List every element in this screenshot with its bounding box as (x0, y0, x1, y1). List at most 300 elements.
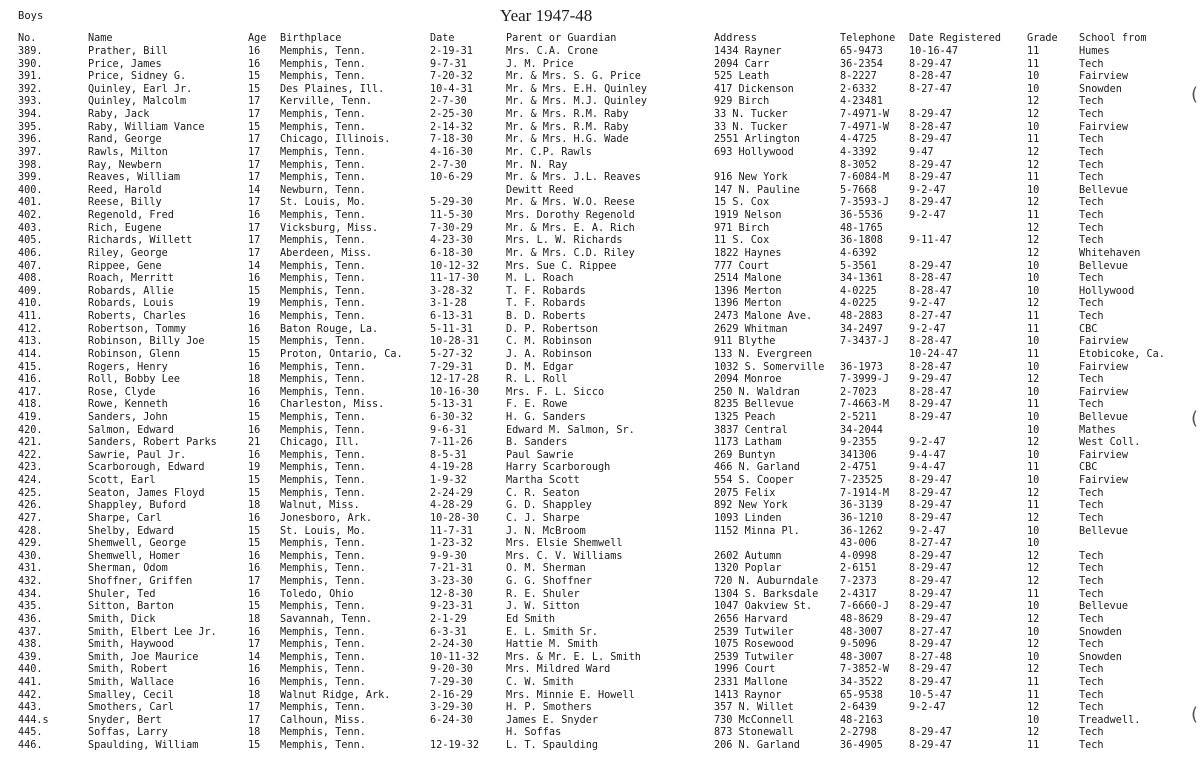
row-number: 431. (18, 563, 43, 575)
grade: 11 (1027, 311, 1040, 323)
birthplace: Memphis, Tenn. (280, 639, 366, 651)
row-number: 425. (18, 487, 43, 499)
school-from: Tech (1079, 311, 1104, 323)
student-name: Rippee, Gene (88, 260, 162, 272)
birthplace: Memphis, Tenn. (280, 172, 366, 184)
row-number: 432. (18, 576, 43, 588)
table-row (0, 664, 1200, 677)
telephone: 8-2227 (840, 71, 877, 83)
table-row (0, 248, 1200, 261)
row-number: 446. (18, 740, 43, 752)
birthplace: Memphis, Tenn. (280, 449, 366, 461)
birthplace: Memphis, Tenn. (280, 336, 366, 348)
telephone: 7-3852-W (840, 664, 890, 676)
grade: 10 (1027, 336, 1040, 348)
age: 16 (248, 626, 261, 638)
birth-date: 6-13-31 (430, 311, 473, 323)
grade: 10 (1027, 651, 1040, 663)
school-from: Snowden (1079, 626, 1122, 638)
date-registered: 8-29-47 (909, 740, 952, 752)
grade: 12 (1027, 247, 1040, 259)
grade: 10 (1027, 361, 1040, 373)
age: 14 (248, 651, 261, 663)
row-number: 436. (18, 613, 43, 625)
birthplace: Memphis, Tenn. (280, 109, 366, 121)
header-grade: Grade (1027, 33, 1058, 44)
age: 17 (248, 197, 261, 209)
age: 17 (248, 235, 261, 247)
table-row (0, 324, 1200, 337)
student-name: Rogers, Henry (88, 361, 168, 373)
birth-date: 9-23-31 (430, 601, 473, 613)
grade: 10 (1027, 260, 1040, 272)
age: 16 (248, 664, 261, 676)
parent-guardian: Mrs. C.A. Crone (506, 46, 599, 57)
date-registered: 8-28-47 (909, 71, 952, 83)
telephone: 2-7023 (840, 386, 877, 398)
address: 11 S. Cox (714, 235, 770, 247)
birth-date: 6-3-31 (430, 626, 467, 638)
student-name: Shemwell, George (88, 538, 187, 550)
birthplace: Memphis, Tenn. (280, 260, 366, 272)
birthplace: St. Louis, Mo. (280, 525, 366, 537)
birthplace: Memphis, Tenn. (280, 386, 366, 398)
address: 554 S. Cooper (714, 475, 794, 487)
address: 892 New York (714, 500, 788, 512)
school-from: CBC (1079, 323, 1098, 335)
school-from: Tech (1079, 109, 1104, 121)
student-name: Smothers, Carl (88, 702, 174, 714)
age: 16 (248, 563, 261, 575)
table-row (0, 437, 1200, 450)
address: 1320 Poplar (714, 563, 782, 575)
school-from: Tech (1079, 576, 1104, 588)
student-name: Quinley, Earl Jr. (88, 83, 193, 95)
parent-guardian: J. W. Sitton (506, 601, 580, 613)
school-from: Tech (1079, 500, 1104, 512)
address: 777 Court (714, 260, 770, 272)
date-registered: 8-27-47 (909, 311, 952, 323)
school-from: Whitehaven (1079, 247, 1141, 259)
grade: 10 (1027, 714, 1040, 726)
row-number: 442. (18, 689, 43, 701)
school-from: Tech (1079, 298, 1104, 310)
age: 15 (248, 71, 261, 83)
student-name: Prather, Bill (88, 46, 168, 57)
grade: 12 (1027, 146, 1040, 158)
row-number: 441. (18, 677, 43, 688)
telephone: 36-1262 (840, 525, 883, 537)
grade: 12 (1027, 96, 1040, 108)
age: 16 (248, 386, 261, 398)
parent-guardian: Mr. & Mrs. M.J. Quinley (506, 96, 648, 108)
grade: 10 (1027, 626, 1040, 638)
age: 16 (248, 449, 261, 461)
parent-guardian: Mr. & Mrs. H.G. Wade (506, 134, 629, 146)
grade: 10 (1027, 184, 1040, 196)
age: 16 (248, 512, 261, 524)
grade: 12 (1027, 576, 1040, 588)
parent-guardian: Mrs. Sue C. Rippee (506, 260, 617, 272)
row-number: 428. (18, 525, 43, 537)
parent-guardian: D. P. Robertson (506, 323, 599, 335)
date-registered: 9-2-47 (909, 184, 946, 196)
parent-guardian: B. D. Roberts (506, 311, 586, 323)
date-registered: 8-27-48 (909, 651, 952, 663)
birthplace: St. Louis, Mo. (280, 197, 366, 209)
address: 133 N. Evergreen (714, 348, 813, 360)
header-age: Age (248, 33, 267, 44)
grade: 10 (1027, 538, 1040, 550)
address: 525 Leath (714, 71, 770, 83)
age: 15 (248, 487, 261, 499)
age: 15 (248, 740, 261, 752)
date-registered: 8-29-47 (909, 601, 952, 613)
birthplace: Memphis, Tenn. (280, 58, 366, 70)
school-from: Tech (1079, 96, 1104, 108)
telephone: 48-1765 (840, 222, 883, 234)
student-name: Smith, Robert (88, 664, 168, 676)
parent-guardian: Ed Smith (506, 613, 556, 625)
birth-date: 5-13-31 (430, 399, 473, 411)
binding-hole-mark: ( (1190, 84, 1198, 105)
parent-guardian: Dewitt Reed (506, 184, 574, 196)
school-from: Fairview (1079, 449, 1129, 461)
telephone: 34-2044 (840, 424, 883, 436)
address: 2514 Malone (714, 273, 782, 285)
row-number: 419. (18, 411, 43, 423)
address: 1919 Nelson (714, 210, 782, 222)
age: 15 (248, 538, 261, 550)
table-row (0, 210, 1200, 223)
student-name: Price, James (88, 58, 162, 70)
birth-date: 9-20-30 (430, 664, 473, 676)
student-name: Smith, Haywood (88, 639, 174, 651)
date-registered: 10-5-47 (909, 689, 952, 701)
birth-date: 10-6-29 (430, 172, 473, 184)
table-row (0, 727, 1200, 740)
parent-guardian: Mrs. Dorothy Regenold (506, 210, 635, 222)
row-number: 427. (18, 512, 43, 524)
grade: 10 (1027, 273, 1040, 285)
age: 19 (248, 462, 261, 474)
parent-guardian: Mrs. L. W. Richards (506, 235, 623, 247)
student-name: Sitton, Barton (88, 601, 174, 613)
date-registered: 8-29-47 (909, 613, 952, 625)
school-from: Snowden (1079, 651, 1122, 663)
birthplace: Memphis, Tenn. (280, 664, 366, 676)
birthplace: Memphis, Tenn. (280, 651, 366, 663)
birth-date: 11-17-30 (430, 273, 480, 285)
birthplace: Walnut, Miss. (280, 500, 360, 512)
parent-guardian: C. W. Smith (506, 677, 574, 688)
parent-guardian: H. G. Sanders (506, 411, 586, 423)
address: 1304 S. Barksdale (714, 588, 819, 600)
student-name: Roll, Bobby Lee (88, 374, 181, 386)
address: 1047 Oakview St. (714, 601, 813, 613)
age: 15 (248, 336, 261, 348)
row-number: 422. (18, 449, 43, 461)
row-number: 420. (18, 424, 43, 436)
student-name: Scarborough, Edward (88, 462, 205, 474)
date-registered: 9-11-47 (909, 235, 952, 247)
row-number: 405. (18, 235, 43, 247)
table-row (0, 475, 1200, 488)
row-number: 414. (18, 348, 43, 360)
date-registered: 8-29-47 (909, 159, 952, 171)
age: 18 (248, 374, 261, 386)
grade: 12 (1027, 550, 1040, 562)
parent-guardian: R. E. Shuler (506, 588, 580, 600)
telephone: 48-2883 (840, 311, 883, 323)
telephone: 43-006 (840, 538, 877, 550)
table-row (0, 298, 1200, 311)
student-name: Riley, George (88, 247, 168, 259)
student-name: Rose, Clyde (88, 386, 156, 398)
telephone: 36-1808 (840, 235, 883, 247)
grade: 12 (1027, 109, 1040, 121)
table-row (0, 589, 1200, 602)
age: 17 (248, 159, 261, 171)
address: 466 N. Garland (714, 462, 800, 474)
student-name: Sanders, Robert Parks (88, 437, 217, 449)
date-registered: 8-27-47 (909, 83, 952, 95)
grade: 12 (1027, 197, 1040, 209)
birthplace: Memphis, Tenn. (280, 563, 366, 575)
telephone: 7-6660-J (840, 601, 890, 613)
date-registered: 10-16-47 (909, 46, 959, 57)
birth-date: 4-19-28 (430, 462, 473, 474)
parent-guardian: James E. Snyder (506, 714, 599, 726)
age: 15 (248, 411, 261, 423)
date-registered: 9-2-47 (909, 210, 946, 222)
school-from: Snowden (1079, 83, 1122, 95)
table-row (0, 223, 1200, 236)
parent-guardian: J. A. Robinson (506, 348, 592, 360)
parent-guardian: C. R. Seaton (506, 487, 580, 499)
telephone: 2-5211 (840, 411, 877, 423)
grade: 10 (1027, 601, 1040, 613)
school-from: Tech (1079, 639, 1104, 651)
table-row (0, 160, 1200, 173)
grade: 11 (1027, 323, 1040, 335)
birthplace: Memphis, Tenn. (280, 475, 366, 487)
birthplace: Memphis, Tenn. (280, 71, 366, 83)
grade: 11 (1027, 210, 1040, 222)
student-name: Price, Sidney G. (88, 71, 187, 83)
age: 17 (248, 172, 261, 184)
table-row (0, 109, 1200, 122)
school-from: Fairview (1079, 336, 1129, 348)
table-row (0, 46, 1200, 59)
birthplace: Memphis, Tenn. (280, 702, 366, 714)
address: 2094 Carr (714, 58, 770, 70)
date-registered: 8-29-47 (909, 260, 952, 272)
student-name: Regenold, Fred (88, 210, 174, 222)
parent-guardian: Mrs. F. L. Sicco (506, 386, 605, 398)
parent-guardian: J. N. McBroom (506, 525, 586, 537)
date-registered: 9-29-47 (909, 374, 952, 386)
age: 15 (248, 83, 261, 95)
student-name: Robards, Allie (88, 285, 174, 297)
age: 15 (248, 285, 261, 297)
grade: 10 (1027, 525, 1040, 537)
birth-date: 7-20-32 (430, 71, 473, 83)
birthplace: Aberdeen, Miss. (280, 247, 373, 259)
parent-guardian: D. M. Edgar (506, 361, 574, 373)
date-registered: 8-29-47 (909, 58, 952, 70)
age: 17 (248, 247, 261, 259)
birth-date: 6-24-30 (430, 714, 473, 726)
table-row (0, 462, 1200, 475)
table-row (0, 639, 1200, 652)
table-row (0, 488, 1200, 501)
birthplace: Memphis, Tenn. (280, 626, 366, 638)
telephone: 5-7668 (840, 184, 877, 196)
date-registered: 9-2-47 (909, 298, 946, 310)
age: 17 (248, 96, 261, 108)
address: 269 Buntyn (714, 449, 776, 461)
school-from: Tech (1079, 677, 1104, 688)
parent-guardian: Edward M. Salmon, Sr. (506, 424, 635, 436)
student-name: Reed, Harold (88, 184, 162, 196)
parent-guardian: Mr. & Mrs. R.M. Raby (506, 109, 629, 121)
age: 16 (248, 550, 261, 562)
parent-guardian: Mr. & Mrs. S. G. Price (506, 71, 641, 83)
telephone: 34-1361 (840, 273, 883, 285)
address: 2629 Whitman (714, 323, 788, 335)
age: 18 (248, 500, 261, 512)
school-from: Bellevue (1079, 411, 1129, 423)
table-row (0, 652, 1200, 665)
binding-hole-mark: ( (1190, 704, 1198, 725)
grade: 12 (1027, 613, 1040, 625)
student-name: Raby, William Vance (88, 121, 205, 133)
age: 15 (248, 475, 261, 487)
table-row (0, 450, 1200, 463)
date-registered: 9-47 (909, 146, 934, 158)
parent-guardian: J. M. Price (506, 58, 574, 70)
student-name: Smalley, Cecil (88, 689, 174, 701)
row-number: 440. (18, 664, 43, 676)
date-registered: 8-27-47 (909, 538, 952, 550)
birthplace: Newburn, Tenn. (280, 184, 366, 196)
student-name: Shoffner, Griffen (88, 576, 193, 588)
header-num: No. (18, 33, 37, 44)
table-row (0, 273, 1200, 286)
row-number: 413. (18, 336, 43, 348)
birth-date: 2-14-32 (430, 121, 473, 133)
date-registered: 8-29-47 (909, 677, 952, 688)
school-from: Tech (1079, 197, 1104, 209)
address: 33 N. Tucker (714, 121, 788, 133)
school-from: Bellevue (1079, 601, 1129, 613)
telephone: 7-2373 (840, 576, 877, 588)
birthplace: Memphis, Tenn. (280, 159, 366, 171)
date-registered: 9-2-47 (909, 323, 946, 335)
address: 730 McConnell (714, 714, 794, 726)
parent-guardian: Mr. & Mrs. E.H. Quinley (506, 83, 648, 95)
telephone: 4-0998 (840, 550, 877, 562)
address: 1396 Merton (714, 298, 782, 310)
parent-guardian: Mrs. & Mr. E. L. Smith (506, 651, 641, 663)
birthplace: Savannah, Tenn. (280, 613, 373, 625)
student-name: Smith, Joe Maurice (88, 651, 199, 663)
student-name: Richards, Willett (88, 235, 193, 247)
telephone: 4-23481 (840, 96, 883, 108)
birthplace: Jonesboro, Ark. (280, 512, 373, 524)
header-name: Name (88, 33, 113, 44)
telephone: 48-8629 (840, 613, 883, 625)
telephone: 36-2354 (840, 58, 883, 70)
age: 17 (248, 702, 261, 714)
student-name: Sawrie, Paul Jr. (88, 449, 187, 461)
table-row (0, 147, 1200, 160)
age: 17 (248, 639, 261, 651)
age: 19 (248, 298, 261, 310)
date-registered: 8-29-47 (909, 197, 952, 209)
age: 15 (248, 348, 261, 360)
parent-guardian: Mr. & Mrs. E. A. Rich (506, 222, 635, 234)
row-number: 399. (18, 172, 43, 184)
header-birthplace: Birthplace (280, 33, 342, 44)
date-registered: 8-28-47 (909, 386, 952, 398)
school-from: Tech (1079, 399, 1104, 411)
parent-guardian: Hattie M. Smith (506, 639, 599, 651)
birthplace: Memphis, Tenn. (280, 424, 366, 436)
grade: 10 (1027, 386, 1040, 398)
telephone: 2-6332 (840, 83, 877, 95)
grade: 10 (1027, 121, 1040, 133)
table-row (0, 412, 1200, 425)
birth-date: 2-16-29 (430, 689, 473, 701)
birthplace: Memphis, Tenn. (280, 121, 366, 133)
telephone: 4-6392 (840, 247, 877, 259)
birthplace: Memphis, Tenn. (280, 411, 366, 423)
parent-guardian: H. Soffas (506, 727, 562, 739)
birth-date: 7-21-31 (430, 563, 473, 575)
row-number: 398. (18, 159, 43, 171)
parent-guardian: R. L. Roll (506, 374, 568, 386)
row-number: 389. (18, 46, 43, 57)
grade: 11 (1027, 134, 1040, 146)
row-number: 417. (18, 386, 43, 398)
table-row (0, 576, 1200, 589)
row-number: 415. (18, 361, 43, 373)
table-row (0, 690, 1200, 703)
address: 33 N. Tucker (714, 109, 788, 121)
telephone: 36-5536 (840, 210, 883, 222)
birth-date: 7-30-29 (430, 222, 473, 234)
student-name: Snyder, Bert (88, 714, 162, 726)
grade: 12 (1027, 639, 1040, 651)
birthplace: Des Plaines, Ill. (280, 83, 385, 95)
birth-date: 3-28-32 (430, 285, 473, 297)
student-name: Salmon, Edward (88, 424, 174, 436)
age: 16 (248, 46, 261, 57)
address: 2075 Felix (714, 487, 776, 499)
telephone: 9-2355 (840, 437, 877, 449)
birth-date: 10-11-32 (430, 651, 480, 663)
address: 2602 Autumn (714, 550, 782, 562)
grade: 10 (1027, 424, 1040, 436)
school-from: Tech (1079, 512, 1104, 524)
parent-guardian: Paul Sawrie (506, 449, 574, 461)
birth-date: 11-7-31 (430, 525, 473, 537)
address: 971 Birch (714, 222, 770, 234)
table-row (0, 551, 1200, 564)
age: 18 (248, 689, 261, 701)
